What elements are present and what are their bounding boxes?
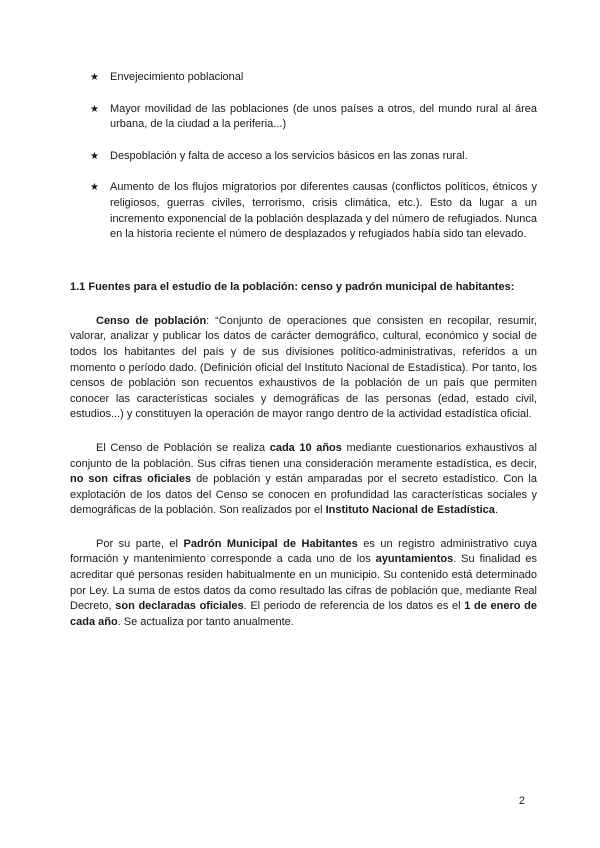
paragraph-censo-frequency: El Censo de Población se realiza cada 10 años mediante cuestionarios exhaustivos al conjunto de la población. Sus cifras tienen una consideración meramente estadística, es decir, no son cifras oficiales de población y están amparadas por el secreto estadístico. Con la explotación de los datos del Censo se conocen en profundidad las características sociales y demográficas de la población. Son realizados por el Instituto Nacional de Estadística. bbox=[70, 441, 537, 517]
paragraph-padron-municipal: Por su parte, el Padrón Municipal de Habitantes es un registro administrativo cuya formación y mantenimiento corresponde a cada uno de los ayuntamientos. Su finalidad es acreditar qué personas residen habitualmente en un municipio. Su contenido está determinado por Ley. La suma de estos datos da como resultado las cifras de población que, mediante Real Decreto, son declaradas oficiales. El periodo de referencia de los datos es el 1 de enero de cada año. Se actualiza por tanto anualmente. bbox=[70, 537, 537, 628]
bullet-item bbox=[70, 102, 537, 133]
page-content bbox=[70, 70, 537, 630]
bullet-text: Despoblación y falta de acceso a los servicios básicos en las zonas rural. bbox=[110, 149, 468, 162]
star-bullet-icon: ★ bbox=[90, 182, 99, 194]
page-number: 2 bbox=[518, 795, 525, 807]
bullet-text: Envejecimiento poblacional bbox=[110, 71, 244, 83]
bullet-text: Mayor movilidad de las poblaciones (de unos países a otros, del mundo rural al área urbana, de la ciudad a la periferia...) bbox=[110, 102, 537, 131]
section-heading: 1.1 Fuentes para el estudio de la población: censo y padrón municipal de habitantes: bbox=[70, 280, 515, 293]
bullet-list bbox=[70, 70, 537, 243]
bullet-item bbox=[70, 180, 537, 242]
star-bullet-icon: ★ bbox=[90, 72, 99, 83]
paragraph-censo-definition: Censo de población: “Conjunto de operaciones que consisten en recopilar, resumir, valorar, analizar y publicar los datos de carácter demográfico, cultural, económico y social de todos los habitantes del país y de sus divisiones político-administrativas, referidos a un momento o período dado. (Definición oficial del Instituto Nacional de Estadística). Por tanto, los censos de población son recuentos exhaustivos de la población de un país que permiten conocer las características sociales y demográficas de las personas (edad, estado civil, estudios...) y constituyen la operación de mayor rango dentro de la actividad estadística oficial. bbox=[70, 314, 537, 421]
bullet-text: Aumento de los flujos migratorios por diferentes causas (conflictos políticos, étnicos y religiosos, guerras civiles, terrorismo, crisis climática, etc.). Esto da lugar a un incremento exponencial de la población desplazada y del número de refugiados. Nunca en la historia reciente el número de desplazados y refugiados había sido tan elevado. bbox=[110, 181, 537, 241]
bullet-item bbox=[70, 149, 537, 165]
star-bullet-icon: ★ bbox=[90, 150, 99, 162]
bullet-item bbox=[70, 70, 537, 86]
star-bullet-icon: ★ bbox=[90, 103, 99, 115]
